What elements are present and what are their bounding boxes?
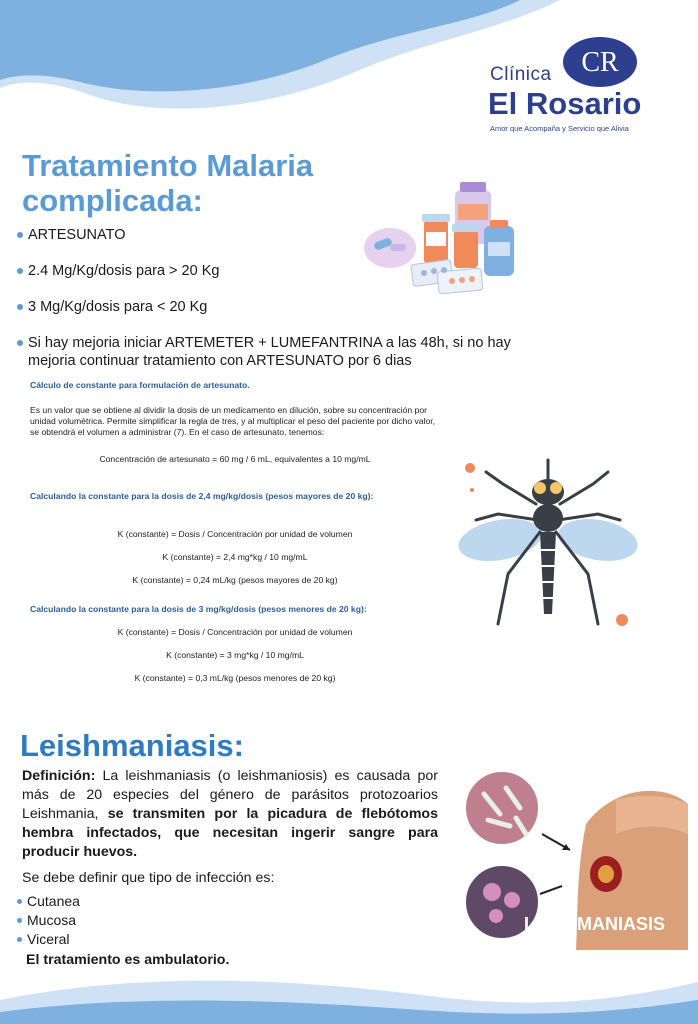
list-item: ARTESUNATO xyxy=(16,226,556,244)
calc-heading: Cálculo de constante para formulación de artesunato. xyxy=(30,380,250,390)
definition-bold-text: se transmiten por la picadura de flebótomos hembra infectados, que necesitan ingerir sangre para producir huevos. xyxy=(22,806,438,860)
leishmaniasis-definition xyxy=(22,767,438,862)
calc-formula: K (constante) = 0,24 mL/kg (pesos mayores de 20 kg) xyxy=(132,575,338,585)
definition-text: La leishmaniasis (o leishmaniosis) es causada por más de 20 especies del género de parásitos protozoarios Leishmania, xyxy=(22,768,438,822)
definition-label: Definición: xyxy=(22,768,96,784)
calc-heading-24: Calculando la constante para la dosis de 2,4 mg/kg/dosis (pesos mayores de 20 kg): xyxy=(30,491,374,501)
bottom-wave-decoration xyxy=(0,960,698,1024)
medicine-illustration-icon xyxy=(360,178,530,298)
calc-concentration: Concentración de artesunato = 60 mg / 6 mL, equivalentes a 10 mg/mL xyxy=(99,454,371,464)
list-item: Si hay mejoria iniciar ARTEMETER + LUMEFANTRINA a las 48h, si no hay mejoria continuar tratamiento con ARTESUNATO por 6 dias xyxy=(16,334,556,370)
list-item: 3 Mg/Kg/dosis para < 20 Kg xyxy=(16,298,556,316)
list-item: Cutanea xyxy=(16,892,80,911)
logo-tagline: Amor que Acompaña y Servicio que Alivia xyxy=(490,124,629,133)
list-item: Viceral xyxy=(16,930,80,949)
mosquito-icon xyxy=(458,454,638,634)
list-item: 2.4 Mg/Kg/dosis para > 20 Kg xyxy=(16,262,556,280)
calc-formula: K (constante) = Dosis / Concentración por unidad de volumen xyxy=(117,627,353,637)
calc-formula: K (constante) = Dosis / Concentración por unidad de volumen xyxy=(117,529,353,539)
artesunate-calculation xyxy=(30,380,440,684)
malaria-title-line1: Tratamiento Malaria xyxy=(22,148,314,183)
logo-initials: CR xyxy=(581,47,619,78)
leishmaniasis-title: Leishmaniasis: xyxy=(20,728,244,763)
clinic-logo xyxy=(488,36,658,136)
logo-name: El Rosario xyxy=(488,86,642,121)
leishmaniasis-image-label: LEISHMANIASIS xyxy=(524,914,666,934)
infection-type-prompt: Se debe definir que tipo de infección es: xyxy=(22,870,275,886)
ambulatory-note: El tratamiento es ambulatorio. xyxy=(26,952,230,968)
calc-intro: Es un valor que se obtiene al dividir la dosis de un medicamento en dilución, sobre su concentración por unidad volumétrica. Permite simplificar la regla de tres, y al multiplicar el peso del paciente por dicho valor, se obtendrá el volumen a administrar (7). En el caso de artesunato, tenemos: xyxy=(30,405,436,437)
list-item: Mucosa xyxy=(16,911,80,930)
calc-formula: K (constante) = 0,3 mL/kg (pesos menores de 20 kg) xyxy=(134,673,336,683)
infection-type-list xyxy=(16,892,80,949)
calc-formula: K (constante) = 2,4 mg*kg / 10 mg/mL xyxy=(162,552,308,562)
malaria-title xyxy=(22,148,313,218)
calc-formula: K (constante) = 3 mg*kg / 10 mg/mL xyxy=(166,650,304,660)
leishmaniasis-illustration xyxy=(466,764,688,950)
cr-emblem-icon xyxy=(562,36,638,88)
logo-clinica: Clínica xyxy=(490,64,552,85)
calc-heading-3: Calculando la constante para la dosis de 3 mg/kg/dosis (pesos menores de 20 kg): xyxy=(30,604,367,614)
malaria-title-line2: complicada: xyxy=(22,183,203,218)
